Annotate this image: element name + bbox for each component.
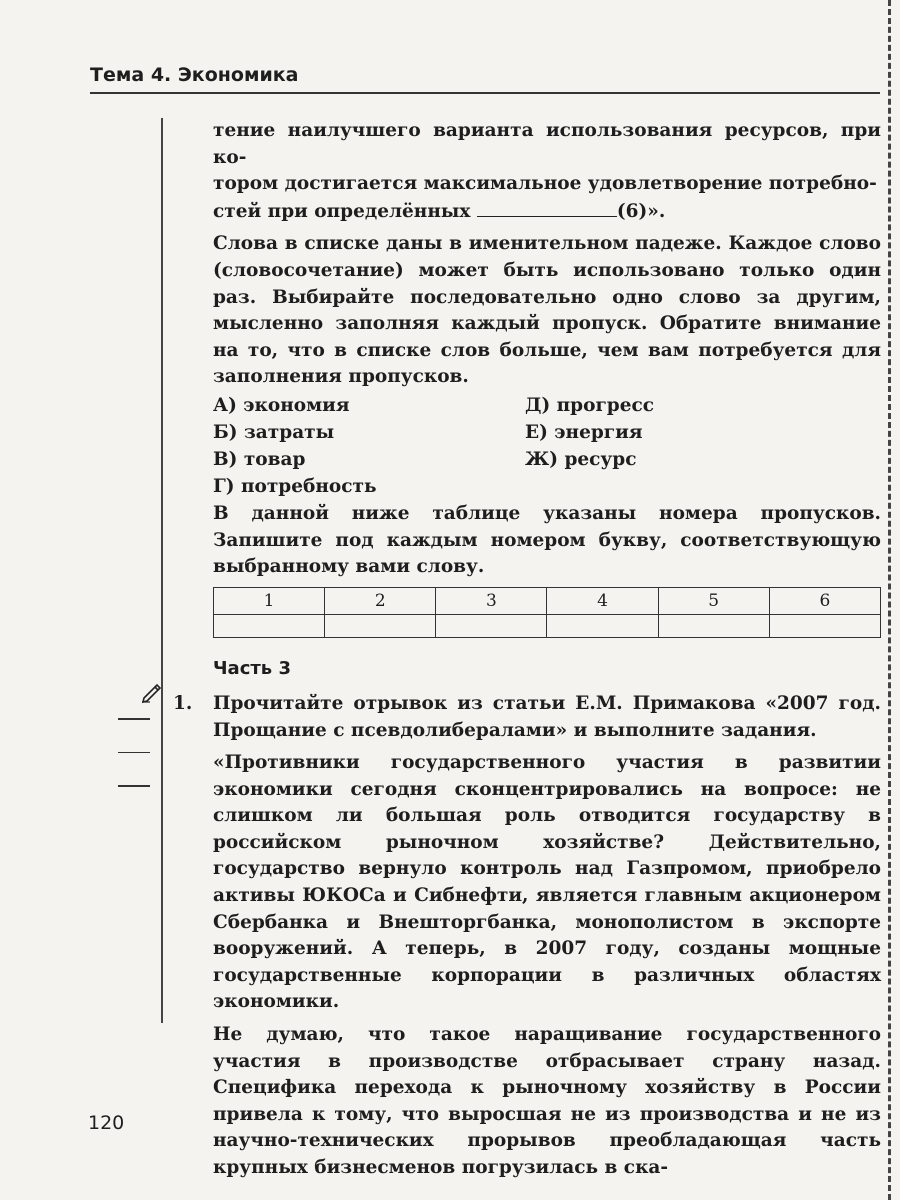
intro-line: тором достигается максимальное удовлетворение потребно- [213, 173, 877, 195]
answer-table-header: 5 [658, 587, 769, 615]
pencil-icon [140, 680, 164, 704]
intro-line [213, 198, 881, 226]
word-options-list [213, 393, 881, 501]
answer-table-header: 1 [214, 587, 325, 615]
answer-table-header: 3 [436, 587, 547, 615]
word-option: Д) прогресс [525, 394, 655, 416]
answer-table-header: 6 [769, 587, 880, 615]
answer-table-input-row [214, 615, 881, 638]
page-number: 120 [88, 1112, 125, 1134]
answer-table-header: 2 [325, 587, 436, 615]
table-instruction: В данной ниже таблице указаны номера пропусков. Запишите под каждым номером букву, соответствующую выбранному вами слову. [213, 502, 881, 578]
answer-cell[interactable] [325, 615, 436, 638]
task-text: Прочитайте отрывок из статьи Е.М. Примакова «2007 год. Прощание с псевдолибералами» и выполните задания. [213, 692, 881, 741]
answer-cell[interactable] [769, 615, 880, 638]
answer-cell[interactable] [658, 615, 769, 638]
word-option: А) экономия [213, 394, 350, 416]
word-option: В) товар [213, 448, 306, 470]
answer-cell[interactable] [547, 615, 658, 638]
page-edge-cut-line [888, 0, 900, 1200]
quote-paragraph-1: «Противники государственного участия в развитии экономики сегодня сконцентрировались на вопросе: не слишком ли большая роль отводится государству в российском рыночном хозяйстве? Действительно, государство вернуло контроль над Газпромом, приобрело активы ЮКОСа и Сибнефти, является главным акционером Сбербанка и Внешторгбанка, монополистом в экспорте вооружений. А теперь, в 2007 году, созданы мощные государственные корпорации в различных областях экономики. [213, 752, 881, 1013]
margin-rule [161, 118, 163, 1023]
answer-cell[interactable] [214, 615, 325, 638]
task-number: 1. [173, 692, 193, 714]
task-1 [173, 691, 881, 744]
word-option: Г) потребность [213, 475, 377, 497]
answer-table-header-row [214, 587, 881, 615]
answer-table-header: 4 [547, 587, 658, 615]
answer-margin-lines [118, 718, 150, 819]
word-option: Ж) ресурс [525, 448, 637, 470]
intro-line-text: стей при определённых [213, 200, 471, 222]
instructions-paragraph: Слова в списке даны в именительном падеже. Каждое слово (словосочетание) может быть использовано только один раз. Выбирайте последовательно одно слово за другим, мысленно заполняя каждый пропуск. Обратите внимание на то, что в списке слов больше, чем вам потребуется для заполнения пропусков. [213, 233, 881, 388]
word-option: Е) энергия [525, 421, 643, 443]
word-option [525, 474, 825, 501]
answer-cell[interactable] [436, 615, 547, 638]
part-3-title: Часть 3 [213, 658, 291, 680]
word-option: Б) затраты [213, 421, 335, 443]
page-content [173, 118, 881, 1182]
fill-blank[interactable] [477, 198, 617, 217]
answer-table [213, 587, 881, 639]
blank-label: (6)». [616, 200, 666, 222]
chapter-header: Тема 4. Экономика [90, 62, 880, 94]
quote-paragraph-2: Не думаю, что такое наращивание государственного участия в производстве отбрасывает страну назад. Специфика перехода к рыночному хозяйству в России привела к тому, что выросшая не из производства и не из научно-технических прорывов преобладающая часть крупных бизнесменов погрузилась в ска- [213, 1024, 881, 1178]
intro-line: тение наилучшего варианта использования ресурсов, при ко- [213, 120, 881, 168]
